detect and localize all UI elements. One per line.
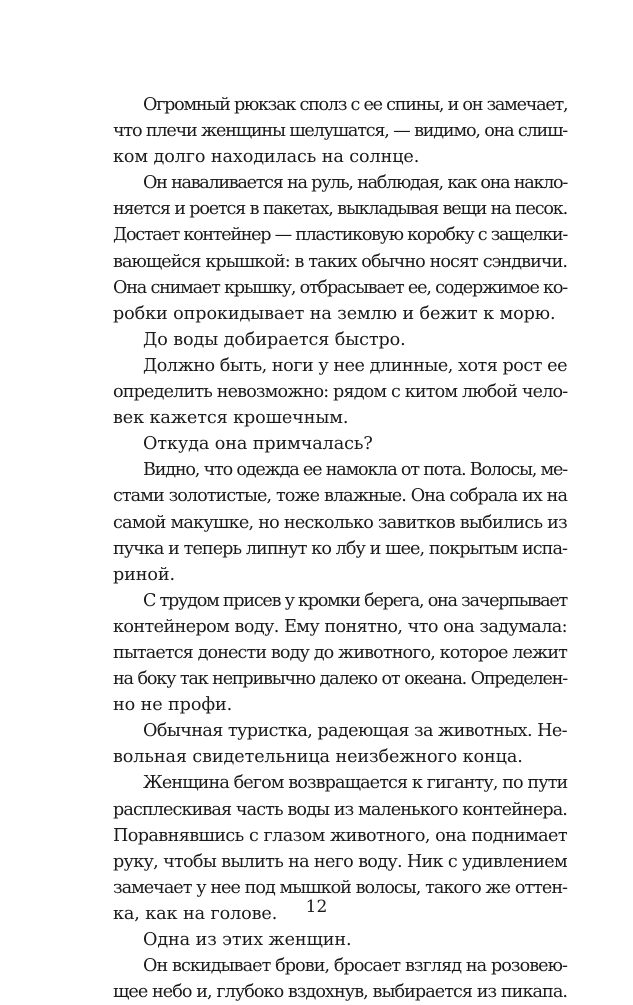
body-text — [113, 92, 567, 1005]
text-line: стами золотистые, тоже влажные. Она собрала их на — [113, 486, 567, 507]
text-line: руку, чтобы вылить на него воду. Ник с удивлением — [113, 851, 567, 872]
text-line: ком долго находилась на солнце. — [113, 147, 420, 168]
text-line: определить невозможно: рядом с китом любой чело- — [113, 382, 568, 403]
text-line: контейнером воду. Ему понятно, что она задумала: — [113, 616, 567, 637]
text-line: на боку так непривычно далеко от океана. Определен- — [113, 669, 567, 690]
text-line: щее небо и, глубоко вздохнув, выбирается из пикапа. — [113, 982, 567, 1003]
text-line: Видно, что одежда ее намокла от пота. Волосы, ме- — [143, 460, 567, 481]
text-line: Огромный рюкзак сполз с ее спины, и он замечает, — [143, 95, 568, 115]
text-line: Женщина бегом возвращается к гиганту, по пути — [143, 773, 568, 794]
text-line: риной. — [113, 564, 176, 585]
text-line: век кажется крошечным. — [113, 408, 349, 429]
text-line: робки опрокидывает на землю и бежит к морю. — [113, 303, 556, 324]
text-line: Откуда она примчалась? — [143, 434, 373, 455]
text-line: вольная свидетельница неизбежного конца. — [113, 747, 523, 768]
text-line: Он наваливается на руль, наблюдая, как она накло- — [143, 173, 567, 194]
text-line: С трудом присев у кромки берега, она зачерпывает — [143, 590, 568, 611]
text-line: ка, как на голове. — [113, 903, 278, 924]
text-line: До воды добирается быстро. — [143, 329, 406, 350]
page-number: 12 — [305, 897, 328, 917]
text-line: что плечи женщины шелушатся, — видимо, она слиш- — [113, 121, 567, 142]
text-line: няется и роется в пакетах, выкладывая вещи на песок. — [113, 199, 567, 220]
text-line: пучка и теперь липнут ко лбу и шее, покрытым испа- — [113, 538, 567, 559]
text-line: Должно быть, ноги у нее длинные, хотя рост ее — [143, 355, 567, 376]
text-line: вающейся крышкой: в таких обычно носят сэндвичи. — [113, 251, 567, 272]
text-line: Она снимает крышку, отбрасывает ее, содержимое ко- — [113, 277, 567, 298]
text-line: пытается донести воду до животного, которое лежит — [113, 642, 567, 663]
text-line: Обычная туристка, радеющая за животных. Не- — [143, 721, 567, 742]
text-line: самой макушке, но несколько завитков выбились из — [113, 512, 567, 533]
text-line: Достает контейнер — пластиковую коробку с защелки- — [113, 225, 567, 246]
text-line: Одна из этих женщин. — [143, 930, 352, 950]
text-line: расплескивая часть воды из маленького контейнера. — [113, 799, 567, 820]
text-line: Поравнявшись с глазом животного, она поднимает — [113, 825, 567, 846]
text-line: но не профи. — [113, 695, 233, 716]
text-line: Он вскидывает брови, бросает взгляд на розовею- — [143, 956, 567, 977]
text-line: замечает у нее под мышкой волосы, такого же оттен- — [113, 877, 567, 898]
